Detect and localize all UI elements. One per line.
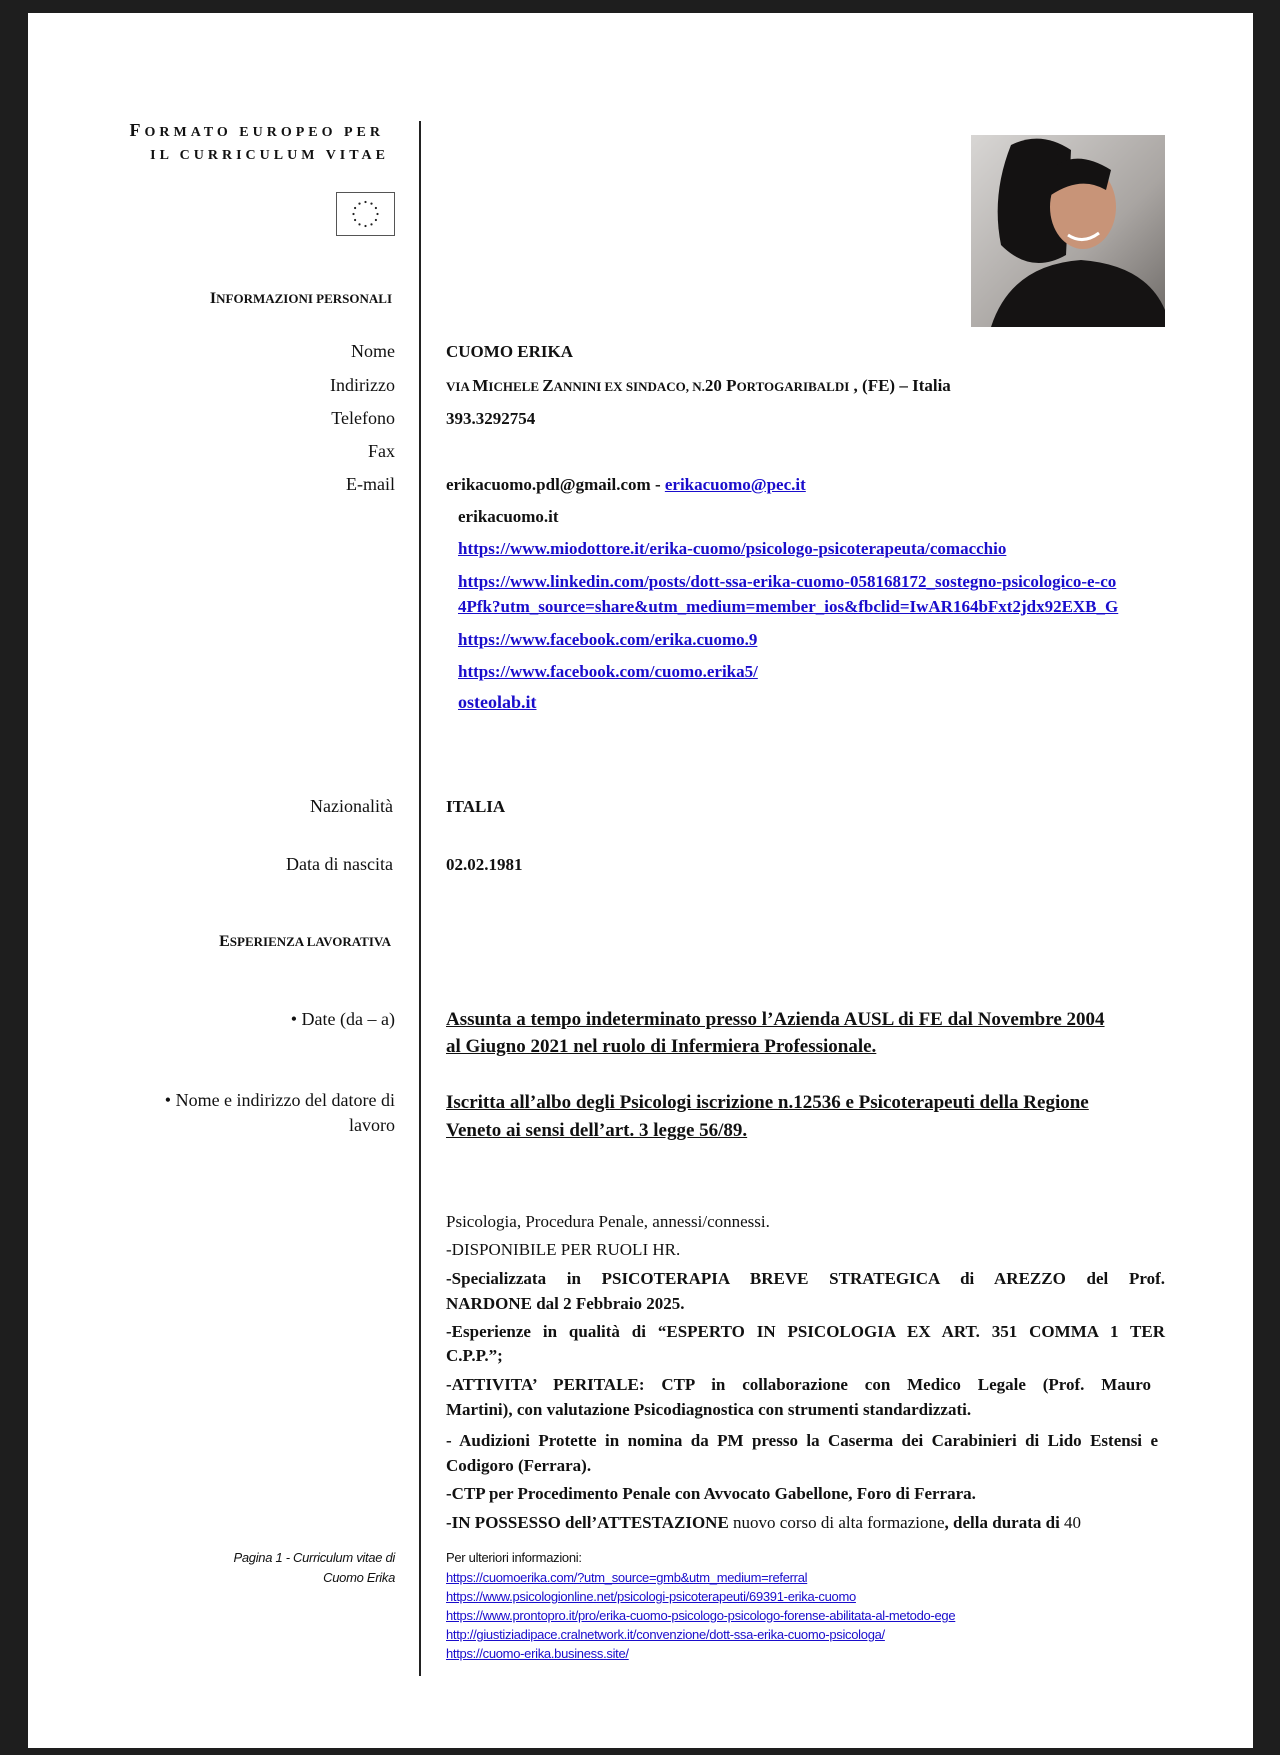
employer-value-line-2: Veneto ai sensi dell’art. 3 legge 56/89. (446, 1120, 748, 1141)
value-name: CUOMO ERIKA (446, 342, 574, 361)
column-divider (419, 121, 421, 1676)
link-facebook-1[interactable]: https://www.facebook.com/erika.cuomo.9 (458, 630, 758, 649)
date-value-line-1: Assunta a tempo indeterminato presso l’Azienda AUSL di FE dal Novembre 2004 (446, 1009, 1105, 1030)
body-line: - Audizioni Protette in nomina da PM presso la Caserma dei Carabinieri di Lido Estensi e (446, 1431, 1158, 1450)
link-facebook-2[interactable]: https://www.facebook.com/cuomo.erika5/ (458, 662, 758, 681)
label-nationality: Nazionalità (310, 796, 393, 816)
label-fax: Fax (368, 441, 395, 461)
body-line: -DISPONIBILE PER RUOLI HR. (446, 1240, 681, 1259)
profile-photo (971, 135, 1165, 327)
header-line-2: IL CURRICULUM VITAE (150, 148, 389, 163)
body-line: C.P.P.”; (446, 1346, 503, 1365)
link-miodottore[interactable]: https://www.miodottore.it/erika-cuomo/psicologo-psicoterapeuta/comacchio (458, 539, 1007, 558)
body-line: -CTP per Procedimento Penale con Avvocato Gabellone, Foro di Ferrara. (446, 1484, 976, 1503)
footer-link[interactable]: https://cuomo-erika.business.site/ (446, 1646, 629, 1661)
footer-link[interactable]: https://www.prontopro.it/pro/erika-cuomo-psicologo-psicologo-forense-abilitata-al-metodo-ege (446, 1608, 956, 1623)
label-employer-1: • Nome e indirizzo del datore di (164, 1090, 395, 1110)
value-email: erikacuomo.pdl@gmail.com - erikacuomo@pec.it (446, 475, 806, 494)
value-phone: 393.3292754 (446, 409, 536, 428)
eu-flag-icon (336, 192, 395, 236)
section-experience: ESPERIENZA LAVORATIVA (219, 933, 391, 950)
body-line: -Esperienze in qualità di “ESPERTO IN PSICOLOGIA EX ART. 351 COMMA 1 TER (446, 1322, 1165, 1341)
label-birth: Data di nascita (286, 854, 393, 874)
label-phone: Telefono (331, 408, 395, 428)
footer-link[interactable]: https://www.psicologionline.net/psicologi-psicoterapeuti/69391-erika-cuomo (446, 1589, 856, 1604)
pec-email-link[interactable]: erikacuomo@pec.it (664, 475, 806, 494)
body-line: Martini), con valutazione Psicodiagnostica con strumenti standardizzati. (446, 1400, 972, 1419)
header-line-1: FORMATO EUROPEO PER (129, 120, 384, 140)
link-linkedin-1[interactable]: https://www.linkedin.com/posts/dott-ssa-erika-cuomo-058168172_sostegno-psicologico-e-co (458, 572, 1117, 591)
label-email: E-mail (346, 474, 395, 494)
footer-link[interactable]: http://giustiziadipace.cralnetwork.it/convenzione/dott-ssa-erika-cuomo-psicologa/ (446, 1627, 885, 1642)
link-linkedin-2[interactable]: 4Pfk?utm_source=share&utm_medium=member_ios&fbclid=IwAR164bFxt2jdx92EXB_G (458, 597, 1119, 616)
label-name: Nome (351, 341, 395, 361)
body-line: Codigoro (Ferrara). (446, 1456, 592, 1475)
label-address: Indirizzo (330, 375, 395, 395)
value-birth: 02.02.1981 (446, 855, 523, 874)
value-address: VIA MICHELE ZANNINI EX SINDACO, N.20 PORTOGARIBALDI , (FE) – Italia (446, 376, 951, 395)
value-website: erikacuomo.it (458, 507, 559, 526)
section-personal-info: INFORMAZIONI PERSONALI (209, 290, 392, 307)
body-line: Psicologia, Procedura Penale, annessi/connessi. (446, 1212, 770, 1231)
body-line: -ATTIVITA’ PERITALE: CTP in collaborazione con Medico Legale (Prof. Mauro (446, 1375, 1151, 1394)
label-employer-2: lavoro (349, 1115, 395, 1135)
body-line: NARDONE dal 2 Febbraio 2025. (446, 1294, 685, 1313)
label-dates: • Date (da – a) (290, 1009, 395, 1029)
footer-page-label-2: Cuomo Erika (323, 1570, 395, 1585)
footer-more-info: Per ulteriori informazioni: (446, 1550, 582, 1565)
footer-page-label-1: Pagina 1 - Curriculum vitae di (233, 1550, 395, 1565)
date-value-line-2: al Giugno 2021 nel ruolo di Infermiera Professionale. (446, 1036, 877, 1057)
value-nationality: ITALIA (446, 797, 506, 816)
link-osteolab[interactable]: osteolab.it (458, 692, 537, 712)
body-line: -IN POSSESSO dell’ATTESTAZIONE nuovo corso di alta formazione, della durata di 40 (446, 1513, 1082, 1532)
employer-value-line-1: Iscritta all’albo degli Psicologi iscrizione n.12536 e Psicoterapeuti della Regione (446, 1092, 1089, 1113)
footer-link[interactable]: https://cuomoerika.com/?utm_source=gmb&utm_medium=referral (446, 1570, 808, 1585)
body-line: -Specializzata in PSICOTERAPIA BREVE STRATEGICA di AREZZO del Prof. (446, 1269, 1165, 1288)
